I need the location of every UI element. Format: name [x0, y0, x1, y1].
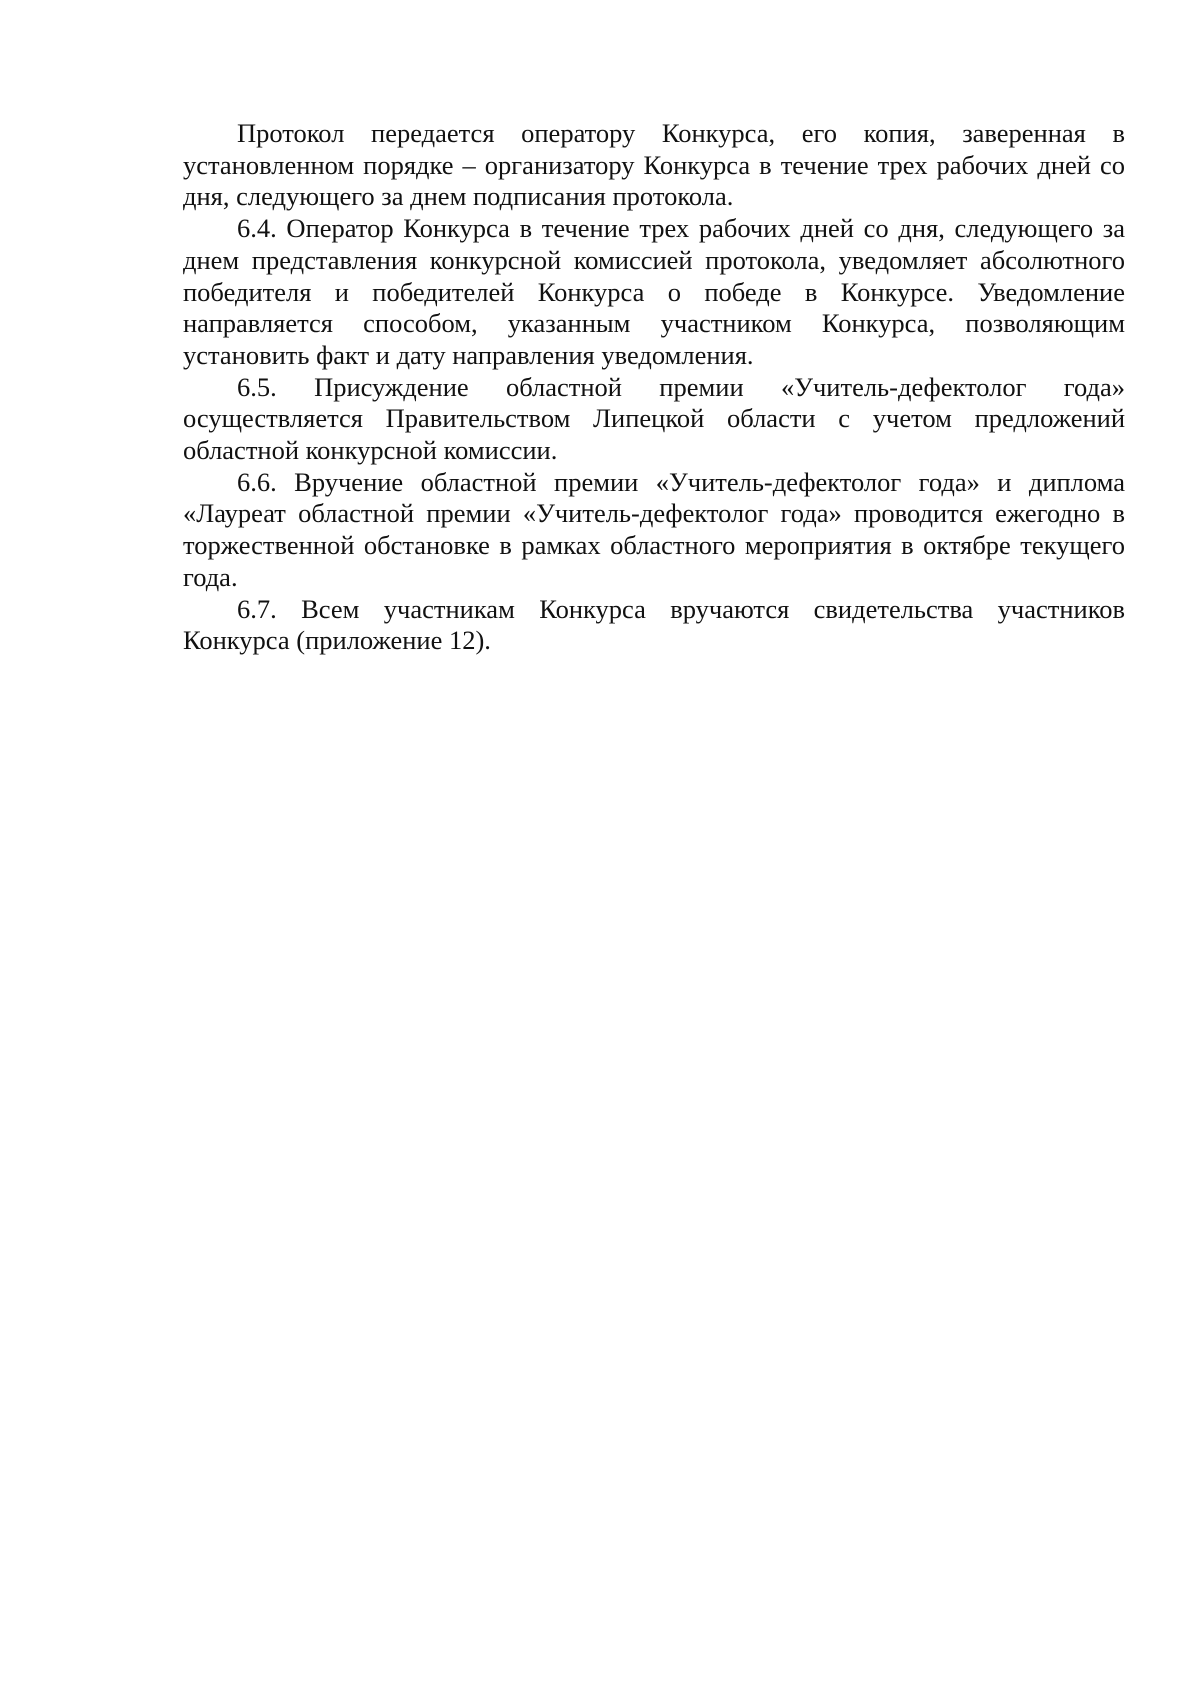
paragraph-6-7: 6.7. Всем участникам Конкурса вручаются свидетельства участников Конкурса (приложение 12).: [183, 593, 1125, 656]
paragraph-6-6: 6.6. Вручение областной премии «Учитель-дефектолог года» и диплома «Лауреат областной премии «Учитель-дефектолог года» проводится ежегодно в торжественной обстановке в рамках областного мероприятия в октябре текущего года.: [183, 466, 1125, 592]
document-body: [183, 118, 1125, 657]
paragraph-6-5: 6.5. Присуждение областной премии «Учитель-дефектолог года» осуществляется Правительством Липецкой области с учетом предложений областной конкурсной комиссии.: [183, 371, 1125, 466]
paragraph-protocol-transfer: Протокол передается оператору Конкурса, его копия, заверенная в установленном порядке – организатору Конкурса в течение трех рабочих дней со дня, следующего за днем подписания протокола.: [183, 118, 1125, 212]
paragraph-6-4: 6.4. Оператор Конкурса в течение трех рабочих дней со дня, следующего за днем представления конкурсной комиссией протокола, уведомляет абсолютного победителя и победителей Конкурса о победе в Конкурсе. Уведомление направляется способом, указанным участником Конкурса, позволяющим установить факт и дату направления уведомления.: [183, 213, 1125, 370]
